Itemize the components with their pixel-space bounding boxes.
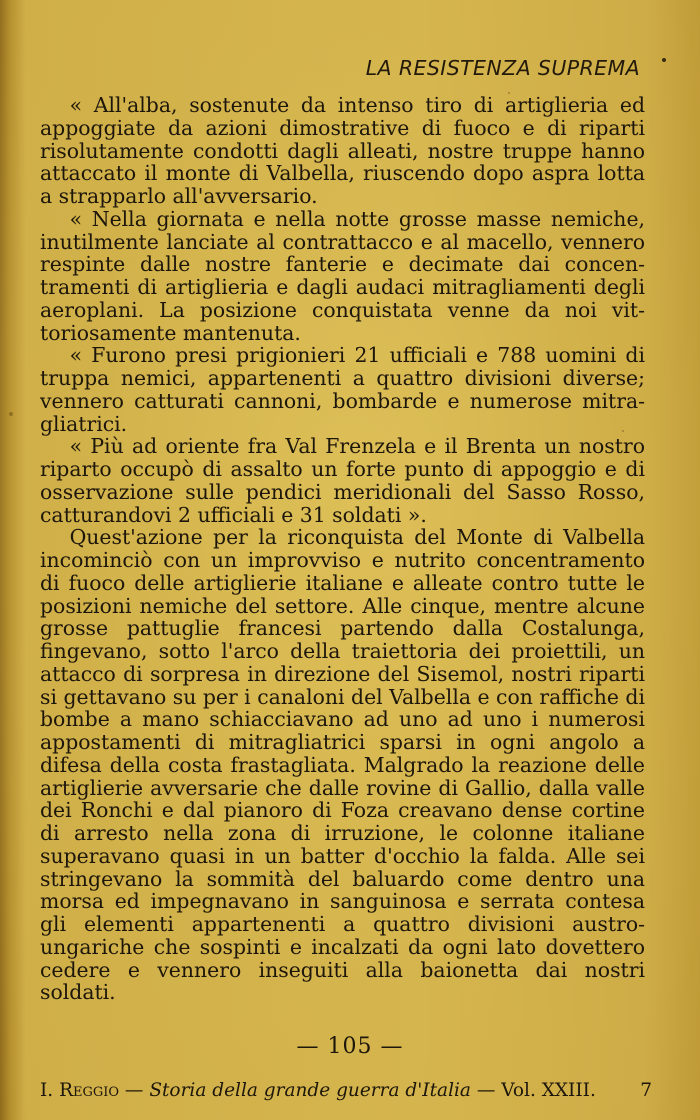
paper-speck [622, 430, 624, 432]
paragraph-1: « All'alba, sostenute da intenso tiro di artiglieria ed appoggiate da azioni dimostrative di fuoco e di riparti risolutamente condotti dagli alleati, nostre truppe hanno attaccato il monte di Valbella, riuscendo dopo aspra lotta a strapparlo all'avversario. [40, 93, 645, 208]
paper-speck [9, 412, 13, 416]
footer-author: I. Reggio — [40, 1080, 144, 1101]
body-text [40, 94, 645, 1004]
page-speck [662, 58, 666, 62]
paragraph-3: « Furono presi prigionieri 21 ufficiali e 788 uomini di truppa nemici, appartenenti a quattro divisioni diverse; vennero catturati cannoni, bombarde e numerose mitragliatrici. [40, 343, 645, 436]
paper-speck [508, 92, 510, 94]
page-number: — 105 — [296, 1034, 404, 1059]
footer-line [40, 1080, 652, 1101]
paragraph-5: Quest'azione per la riconquista del Monte di Valbella incominciò con un improvviso e nutrito concentramento di fuoco delle artiglierie italiane e alleate contro tutte le posizioni nemiche del settore. Alle cinque, mentre alcune grosse pattuglie francesi partendo dalla Costalunga, fingevano, sotto l'arco della traiettoria dei proiettili, un attacco di sorpresa in direzione del Sisemol, nostri riparti si gettavano su per i canaloni del Valbella e con raffiche di bombe a mano schiacciavano ad uno ad uno i numerosi appostamenti di mitragliatrici sparsi in ogni angolo a difesa della costa frastagliata. Malgrado la reazione delle artiglierie avversarie che dalle rovine di Gallio, dalla valle dei Ronchi e dal pianoro di Foza creavano dense cortine di arresto nella zona di irruzione, le colonne italiane superavano quasi in un batter d'occhio la falda. Alle sei stringevano la sommità del baluardo come dentro una morsa ed impegnavano in sanguinosa e serrata contesa gli elementi appartenenti a quattro divisioni austro-ungariche che sospinti e incalzati da ogni lato dovettero cedere e vennero inseguiti alla baionetta dai nostri soldati. [40, 525, 645, 1005]
paragraph-2: « Nella giornata e nella notte grosse masse nemiche, inutilmente lanciate al contrattacco e al macello, vennero respinte dalle nostre fanterie e decimate dai concentramenti di artiglieria e dagli audaci mitragliamenti degli aeroplani. La posizione conquistata venne da noi vittoriosamente mantenuta. [40, 206, 645, 345]
footer-book-title: Storia della grande guerra d'Italia [149, 1080, 471, 1101]
running-head: LA RESISTENZA SUPREMA [365, 56, 640, 80]
paragraph-4: « Più ad oriente fra Val Frenzela e il Brenta un nostro riparto occupò di assalto un forte punto di appoggio e di osservazione sulle pendici meridionali del Sasso Rosso, catturandovi 2 ufficiali e 31 soldati ». [40, 434, 645, 527]
footer-volume: — Vol. XXIII. [476, 1080, 596, 1101]
footer-signature: 7 [640, 1080, 652, 1101]
